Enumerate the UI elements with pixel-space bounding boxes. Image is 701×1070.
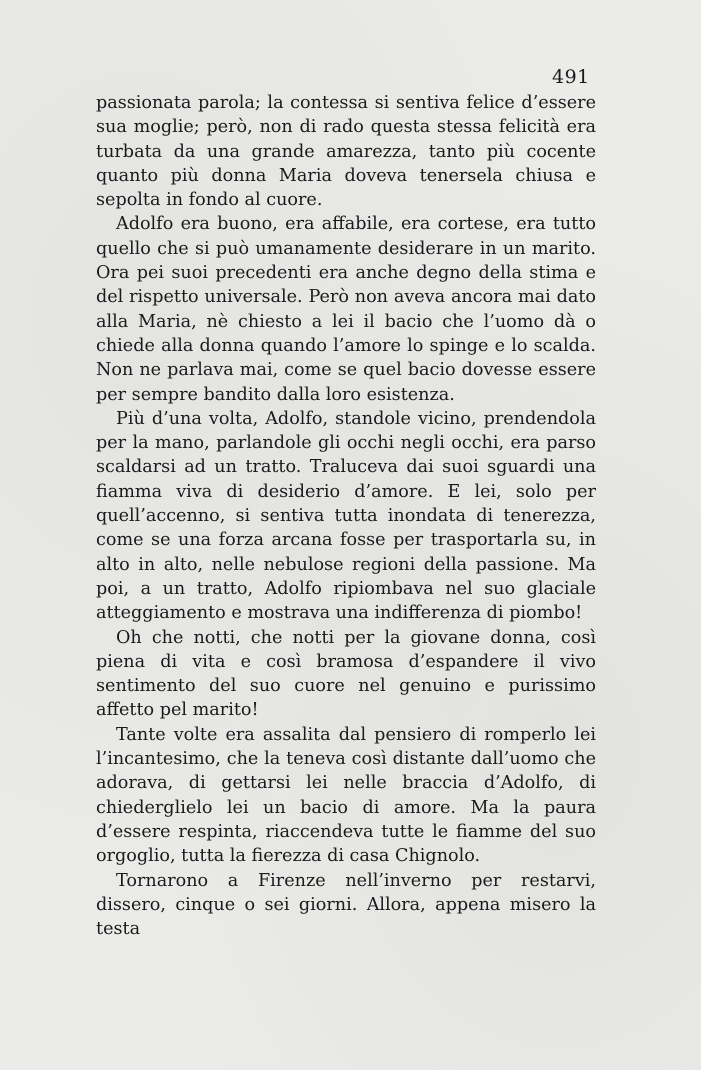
paragraph: Oh che notti, che notti per la giovane donna, così piena di vita e così bramosa d’espandere il vivo sentimento del suo cuore nel genuino e purissimo affetto pel marito! xyxy=(96,627,596,721)
body-text xyxy=(96,91,596,941)
paragraph: passionata parola; la contessa si sentiva felice d’essere sua moglie; però, non di rado questa stessa felicità era turbata da una grande amarezza, tanto più cocente quanto più donna Maria doveva tenersela chiusa e sepolta in fondo al cuore. xyxy=(96,93,596,211)
paragraph: Tante volte era assalita dal pensiero di romperlo lei l’incantesimo, che la teneva così distante dall’uomo che adorava, di gettarsi lei nelle braccia d’Adolfo, di chiederglielo lei un bacio di amore. Ma la paura d’essere respinta, riaccendeva tutte le fiamme del suo orgoglio, tutta la fierezza di casa Chignolo. xyxy=(96,724,596,867)
page-number: 491 xyxy=(552,66,590,88)
paragraph: Tornarono a Firenze nell’inverno per restarvi, dissero, cinque o sei giorni. Allora, appena misero la testa xyxy=(96,870,596,940)
paragraph: Adolfo era buono, era affabile, era cortese, era tutto quello che si può umanamente desiderare in un marito. Ora pei suoi precedenti era anche degno della stima e del rispetto universale. Però non aveva ancora mai dato alla Maria, nè chiesto a lei il bacio che l’uomo dà o chiede alla donna quando l’amore lo spinge e lo scalda. Non ne parlava mai, come se quel bacio dovesse essere per sempre bandito dalla loro esistenza. xyxy=(96,214,596,405)
paragraph: Più d’una volta, Adolfo, standole vicino, prendendola per la mano, parlandole gli occhi negli occhi, era parso scaldarsi ad un tratto. Traluceva dai suoi sguardi una fiamma viva di desiderio d’amore. E lei, solo per quell’accenno, si sentiva tutta inondata di tenerezza, come se una forza arcana fosse per trasportarla su, in alto in alto, nelle nebulose regioni della passione. Ma poi, a un tratto, Adolfo ripiombava nel suo glaciale atteggiamento e mostrava una indifferenza di piombo! xyxy=(96,408,596,624)
